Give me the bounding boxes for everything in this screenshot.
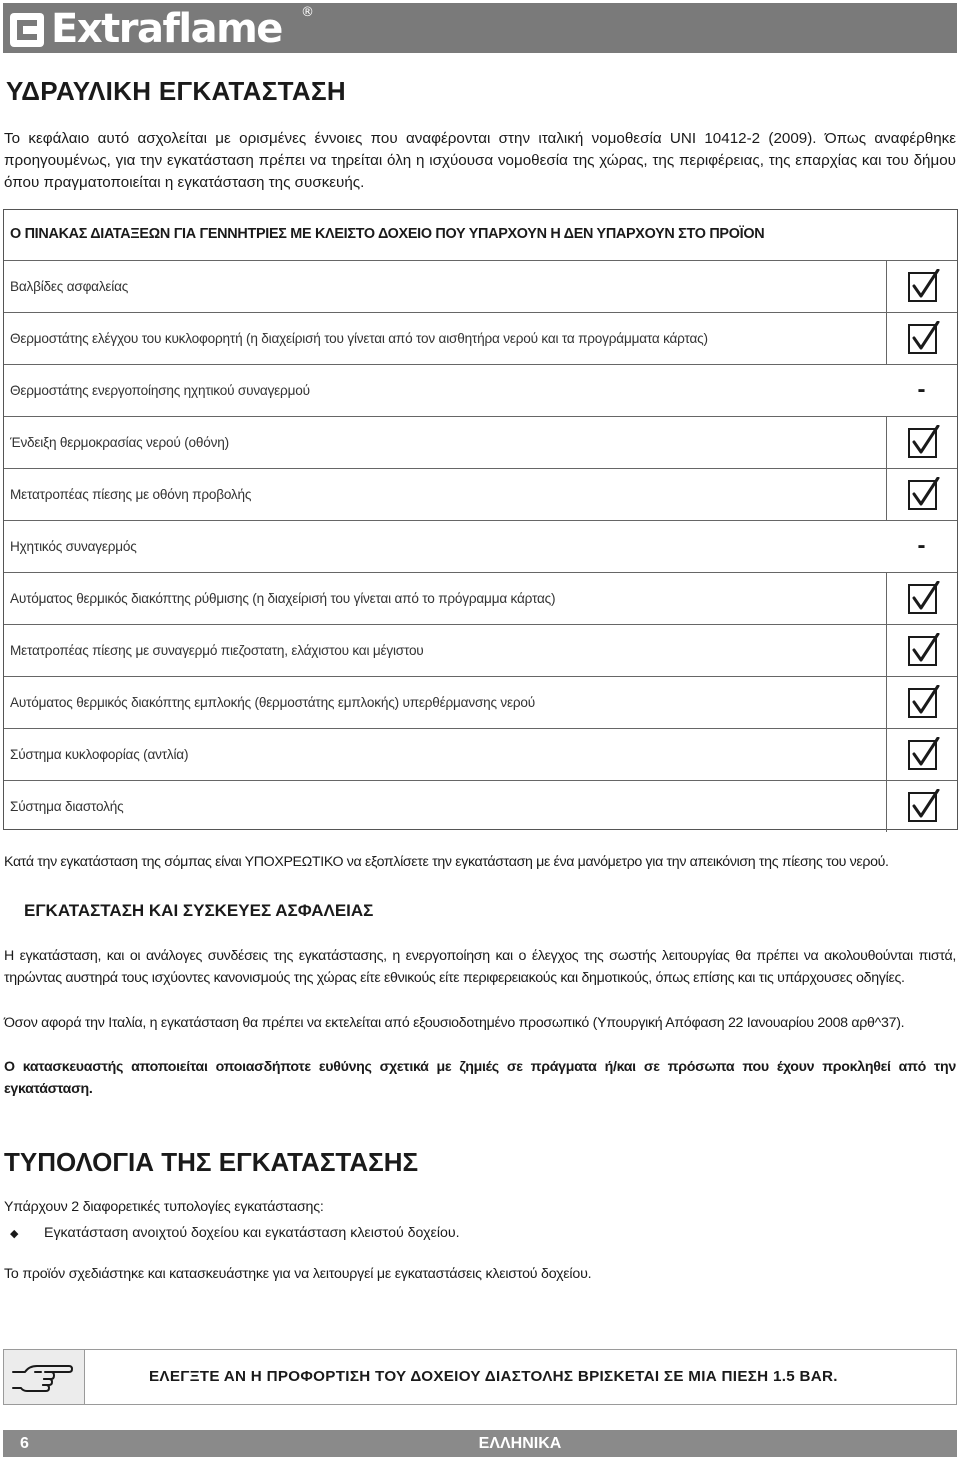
row-label: Μετατροπέας πίεσης με οθόνη προβολής bbox=[10, 487, 252, 502]
checkbox-checked-icon bbox=[908, 581, 940, 615]
typology-list bbox=[4, 1222, 460, 1244]
table-title: Ο ΠΙΝΑΚΑΣ ΔΙΑΤΑΞΕΩΝ ΓΙΑ ΓΕΝΝΗΤΡΙΕΣ ΜΕ ΚΛΕΙΣΤΟ ΔΟΧΕΙΟ ΠΟΥ ΥΠΑΡΧΟΥΝ Η ΔΕΝ ΥΠΑΡΧΟΥΝ ΣΤΟ ΠΡΟΪΟΝ bbox=[10, 226, 765, 242]
table-row bbox=[4, 312, 957, 364]
table-row bbox=[4, 520, 957, 572]
footer-bar bbox=[3, 1430, 957, 1457]
status-cell bbox=[886, 780, 957, 832]
status-cell bbox=[886, 260, 957, 312]
row-label: Μετατροπέας πίεσης με συναγερμό πιεζοστατη, ελάχιστου και μέγιστου bbox=[10, 643, 424, 658]
section-title-hydraulic: ΥΔΡΑΥΛΙΚΗ ΕΓΚΑΤΑΣΤΑΣΗ bbox=[6, 76, 346, 106]
row-label: Αυτόματος θερμικός διακόπτης εμπλοκής (θερμοστάτης εμπλοκής) υπερθέρμανσης νερού bbox=[10, 695, 536, 710]
page-number: 6 bbox=[20, 1435, 29, 1452]
table-row bbox=[4, 468, 957, 520]
table-row bbox=[4, 780, 957, 832]
safety-paragraph-2: Όσον αφορά την Ιταλία, η εγκατάσταση θα πρέπει να εκτελείται από εξουσιοδοτημένο προσωπικό (Υπουργική Απόφαση 22 Ιανουαρίου 2008 αρθ^37). bbox=[4, 1015, 905, 1031]
row-label: Θερμοστάτης ενεργοποίησης ηχητικού συναγερμού bbox=[10, 383, 310, 398]
registered-mark: ® bbox=[301, 5, 314, 20]
section-title-typology: ΤΥΠΟΛΟΓΙΑ ΤΗΣ ΕΓΚΑΤΑΣΤΑΣΗΣ bbox=[4, 1147, 419, 1177]
checkbox-checked-icon bbox=[908, 737, 940, 771]
table-row bbox=[4, 624, 957, 676]
status-cell bbox=[886, 468, 957, 520]
checkbox-checked-icon bbox=[908, 685, 940, 719]
typology-note: Το προϊόν σχεδιάστηκε και κατασκευάστηκε για να λειτουργεί με εγκαταστάσεις κλειστού δοχείου. bbox=[4, 1266, 592, 1282]
status-cell bbox=[886, 312, 957, 364]
status-cell bbox=[886, 572, 957, 624]
language-label: ΕΛΛΗΝΙΚΑ bbox=[478, 1435, 562, 1452]
not-present-dash: - bbox=[917, 532, 926, 559]
notice-icon-cell bbox=[4, 1350, 80, 1404]
checkbox-checked-icon bbox=[908, 425, 940, 459]
list-item bbox=[4, 1222, 460, 1244]
row-label: Ένδειξη θερμοκρασίας νερού (οθόνη) bbox=[10, 435, 229, 450]
checkbox-checked-icon bbox=[908, 633, 940, 667]
safety-title: ΕΓΚΑΤΑΣΤΑΣΗ ΚΑΙ ΣΥΣΚΕΥΕΣ ΑΣΦΑΛΕΙΑΣ bbox=[24, 901, 374, 920]
status-cell bbox=[886, 416, 957, 468]
typology-intro: Υπάρχουν 2 διαφορετικές τυπολογίες εγκατάστασης: bbox=[4, 1199, 324, 1215]
row-label: Αυτόματος θερμικός διακόπτης ρύθμισης (η διαχείρισή του γίνεται από το πρόγραμμα κάρτας) bbox=[10, 591, 556, 606]
table-row bbox=[4, 416, 957, 468]
safety-paragraph-1: Η εγκατάσταση, και οι ανάλογες συνδέσεις της εγκατάστασης, η ενεργοποίηση και ο έλεγχος της σωστής λειτουργίας θα πρέπει να ακολουθούνται πιστά, τηρώντας αυστηρά τους ισχύοντες κανονισμούς της χώρας είτε εθνικούς είτε περιφερειακούς και δημοτικούς, όπως επίσης και τις υπάρχουσες οδηγίες. bbox=[4, 948, 956, 986]
row-label: Βαλβίδες ασφαλείας bbox=[10, 279, 129, 294]
notice-divider bbox=[79, 1350, 85, 1404]
notice-text: ΕΛΕΓΞΤΕ ΑΝ Η ΠΡΟΦΟΡΤΙΣΗ ΤΟΥ ΔΟΧΕΙΟΥ ΔΙΑΣΤΟΛΗΣ ΒΡΙΣΚΕΤΑΙ ΣΕ ΜΙΑ ΠΙΕΣΗ 1.5 BAR. bbox=[149, 1368, 838, 1385]
not-present-dash: - bbox=[917, 376, 926, 403]
list-item-text: Εγκατάσταση ανοιχτού δοχείου και εγκατάσταση κλειστού δοχείου. bbox=[44, 1225, 460, 1241]
table-row bbox=[4, 364, 957, 416]
checkbox-checked-icon bbox=[908, 269, 940, 303]
table-row bbox=[4, 572, 957, 624]
brand-logo bbox=[9, 7, 282, 51]
pressure-gauge-note: Κατά την εγκατάσταση της σόμπας είναι ΥΠΟΧΡΕΩΤΙΚΟ να εξοπλίσετε την εγκατάσταση με ένα μανόμετρο για την απεικόνιση της πίεσης του νερού. bbox=[4, 854, 889, 870]
table-row bbox=[4, 676, 957, 728]
devices-table bbox=[3, 209, 958, 830]
intro-paragraph: Το κεφάλαιο αυτό ασχολείται με ορισμένες έννοιες που αναφέρονται στην ιταλική νομοθεσία UNI 10412-2 (2009). Όπως αναφέρθηκε προηγουμένως, για την εγκατάσταση πρέπει να τηρείται όλη η ισχύουσα νομοθεσία της χώρας, της περιφέρειας, της επαρχίας και του δήμου όπου πραγματοποιείται η εγκατάσταση της συσκευής. bbox=[4, 130, 956, 191]
checkbox-checked-icon bbox=[908, 321, 940, 355]
status-cell bbox=[886, 624, 957, 676]
status-cell bbox=[886, 728, 957, 780]
logo-text: Extraflame bbox=[51, 6, 282, 52]
status-cell bbox=[886, 676, 957, 728]
checkbox-checked-icon bbox=[908, 789, 940, 823]
pointing-hand-icon bbox=[11, 1360, 73, 1394]
row-label: Θερμοστάτης ελέγχου του κυκλοφορητή (η διαχείρισή του γίνεται από τον αισθητήρα νερού και τα προγράμματα κάρτας) bbox=[10, 331, 708, 346]
checkbox-checked-icon bbox=[908, 477, 940, 511]
header-bar bbox=[3, 3, 957, 53]
table-row bbox=[4, 728, 957, 780]
liability-disclaimer: Ο κατασκευαστής αποποιείται οποιασδήποτε ευθύνης σχετικά με ζημιές σε πράγματα ή/και σε πρόσωπα που έχουν προκληθεί από την εγκατάσταση. bbox=[4, 1059, 956, 1097]
status-cell bbox=[886, 520, 957, 572]
row-label: Σύστημα κυκλοφορίας (αντλία) bbox=[10, 747, 189, 762]
row-label: Ηχητικός συναγερμός bbox=[10, 539, 137, 554]
status-cell bbox=[886, 364, 957, 416]
logo-mark-icon bbox=[9, 10, 47, 48]
notice-box bbox=[3, 1349, 957, 1405]
bullet-icon: ◆ bbox=[10, 1227, 19, 1240]
row-label: Σύστημα διαστολής bbox=[10, 799, 124, 814]
table-row bbox=[4, 260, 957, 312]
